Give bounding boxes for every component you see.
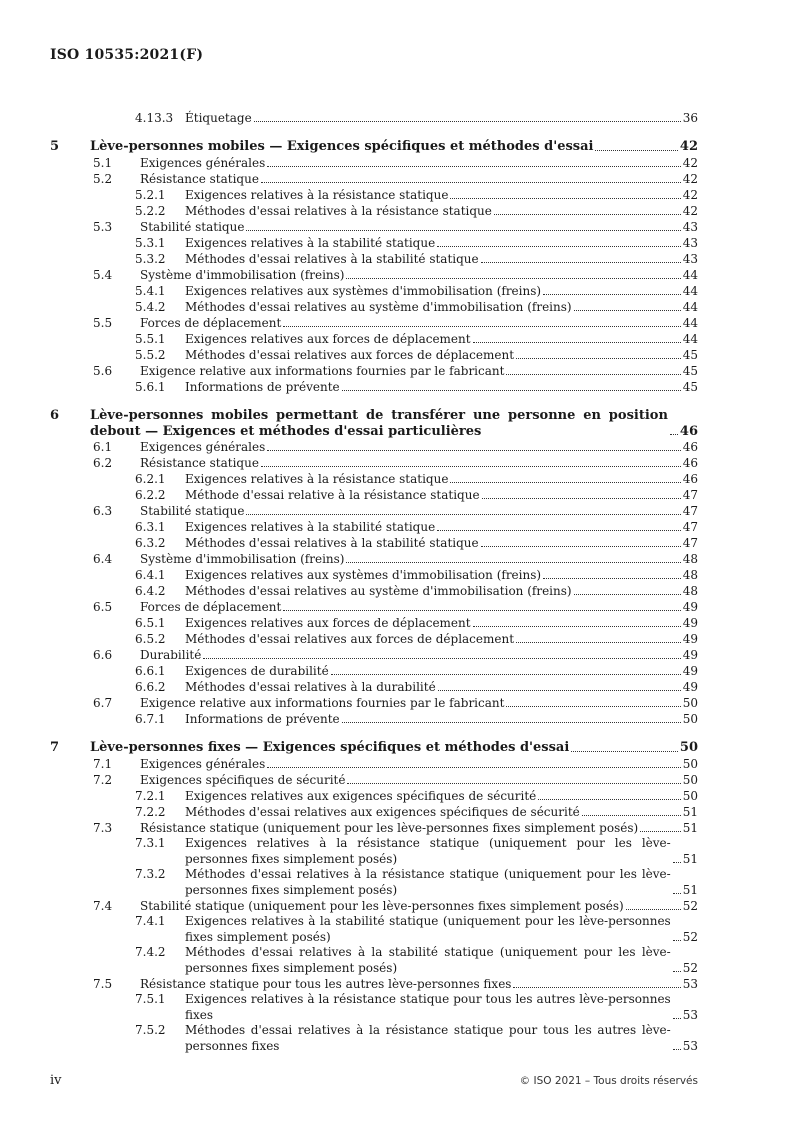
toc-entry[interactable] [50, 820, 698, 836]
toc-entry-page: 50 [682, 757, 698, 772]
toc-entry[interactable] [50, 756, 698, 772]
toc-entry-title[interactable]: Exigences relatives à la stabilité statique (uniquement pour les lève-personnes fixes simplement posés) [185, 914, 671, 944]
toc-entry-page: 53 [682, 1038, 698, 1053]
toc-entry-number: 6.3.1 [135, 520, 166, 535]
toc-entry-page: 50 [682, 789, 698, 804]
toc-entry-number: 6.7 [93, 696, 113, 711]
toc-dot-leader [673, 971, 681, 972]
toc-dot-leader [283, 326, 680, 327]
toc-entry-page: 49 [682, 632, 698, 647]
toc-entry-title[interactable]: Exigences générales [140, 155, 266, 170]
toc-entry-number: 7.1 [93, 757, 113, 772]
toc-entry-number: 6.7.1 [135, 712, 166, 727]
toc-entry[interactable] [50, 299, 698, 315]
toc-entry-page: 49 [682, 616, 698, 631]
toc-entry[interactable] [50, 235, 698, 251]
toc-entry[interactable] [50, 171, 698, 187]
toc-entry-page: 50 [682, 696, 698, 711]
toc-dot-leader [595, 150, 677, 151]
toc-dot-leader [438, 690, 681, 691]
toc-entry[interactable] [50, 139, 698, 155]
toc-dot-leader [673, 862, 681, 863]
toc-entry-title[interactable]: Lève-personnes mobiles — Exigences spécifiques et méthodes d'essai [90, 139, 594, 154]
toc-entry-number: 5.4 [93, 267, 113, 282]
toc-entry-number: 7.4.1 [135, 914, 166, 929]
toc-entry-page: 44 [682, 283, 698, 298]
toc-entry-title[interactable]: Lève-personnes fixes — Exigences spécifiques et méthodes d'essai [90, 740, 570, 756]
toc-entry[interactable] [50, 347, 698, 363]
toc-entry-title[interactable]: Méthodes d'essai relatives au système d'immobilisation (freins) [185, 299, 572, 314]
toc-dot-leader [437, 530, 681, 531]
toc-entry-page: 48 [682, 584, 698, 599]
toc-dot-leader [261, 466, 681, 467]
toc-entry-title[interactable]: Informations de prévente [185, 379, 340, 394]
toc-entry-title[interactable]: Méthodes d'essai relatives à la résistance statique [185, 203, 492, 218]
toc-entry-page: 51 [682, 805, 698, 820]
toc-entry-number: 6 [50, 407, 60, 423]
document-id-header: ISO 10535:2021(F) [50, 47, 204, 63]
toc-entry[interactable] [50, 439, 698, 455]
toc-entry-number: 5.5.2 [135, 347, 166, 362]
toc-entry-number: 5.2.1 [135, 187, 166, 202]
toc-entry[interactable] [50, 945, 698, 976]
toc-entry-page: 44 [682, 315, 698, 330]
toc-entry[interactable] [50, 976, 698, 992]
toc-entry-number: 6.6 [93, 648, 113, 663]
toc-dot-leader [267, 767, 680, 768]
toc-dot-leader [506, 706, 680, 707]
toc-entry-page: 42 [682, 171, 698, 186]
toc-entry[interactable] [50, 503, 698, 519]
toc-entry[interactable] [50, 615, 698, 631]
toc-dot-leader [640, 831, 681, 832]
toc-entry-number: 6.6.1 [135, 664, 166, 679]
toc-entry-page: 47 [682, 520, 698, 535]
toc-dot-leader [582, 815, 681, 816]
toc-entry[interactable] [50, 679, 698, 695]
toc-entry-page: 52 [682, 929, 698, 944]
toc-entry[interactable] [50, 110, 698, 126]
toc-entry[interactable] [50, 379, 698, 395]
toc-entry-number: 6.2.1 [135, 472, 166, 487]
toc-entry-page: 52 [682, 899, 698, 914]
toc-entry-number: 7.2.2 [135, 805, 166, 820]
toc-entry-number: 5.5.1 [135, 331, 166, 346]
toc-entry-title[interactable]: Méthodes d'essai relatives à la résistance statique pour tous les autres lève-personnes fixes [185, 1023, 671, 1053]
toc-entry-title[interactable]: Étiquetage [185, 111, 252, 125]
toc-dot-leader [506, 374, 680, 375]
toc-entry[interactable] [50, 203, 698, 219]
toc-entry[interactable] [50, 519, 698, 535]
toc-entry[interactable] [50, 631, 698, 647]
toc-entry[interactable] [50, 867, 698, 898]
toc-entry[interactable] [50, 663, 698, 679]
toc-entry-page: 44 [682, 331, 698, 346]
toc-dot-leader [481, 546, 681, 547]
toc-dot-leader [283, 610, 680, 611]
toc-entry-number: 5.4.2 [135, 299, 166, 314]
toc-entry-page: 47 [682, 536, 698, 551]
toc-entry-page: 51 [682, 851, 698, 866]
toc-entry[interactable] [50, 315, 698, 331]
toc-entry-number: 7.3 [93, 821, 113, 836]
toc-dot-leader [246, 514, 680, 515]
toc-dot-leader [261, 182, 681, 183]
toc-entry-title[interactable]: Exigences relatives aux forces de déplacement [185, 331, 471, 346]
toc-entry-title[interactable]: Méthodes d'essai relatives à la stabilité statique [185, 536, 479, 551]
toc-entry-title[interactable]: Résistance statique [140, 171, 259, 186]
toc-entry-number: 6.3.2 [135, 536, 166, 551]
toc-entry-title[interactable]: Résistance statique (uniquement pour les lève-personnes fixes simplement posés) [140, 821, 639, 836]
toc-entry-page: 49 [682, 664, 698, 679]
toc-entry-title[interactable]: Méthodes d'essai relatives aux exigences spécifiques de sécurité [185, 805, 580, 820]
table-of-contents [50, 110, 698, 1054]
toc-entry[interactable] [50, 267, 698, 283]
toc-entry-page: 44 [682, 299, 698, 314]
toc-entry-title[interactable]: Exigence relative aux informations fournies par le fabricant [140, 363, 505, 378]
toc-dot-leader [673, 893, 681, 894]
toc-entry-number: 6.4 [93, 552, 113, 567]
toc-entry-page: 46 [679, 423, 698, 439]
toc-entry[interactable] [50, 251, 698, 267]
toc-entry[interactable] [50, 914, 698, 945]
toc-entry-title[interactable]: Exigences relatives à la résistance statique [185, 472, 449, 487]
toc-entry-number: 7.5 [93, 977, 113, 992]
toc-entry[interactable] [50, 599, 698, 615]
toc-entry-page: 42 [679, 139, 698, 154]
toc-entry-title[interactable]: Exigences relatives aux systèmes d'immobilisation (freins) [185, 568, 542, 583]
toc-entry-title[interactable]: Résistance statique pour tous les autres lève-personnes fixes [140, 977, 512, 992]
toc-entry-number: 7.5.1 [135, 992, 166, 1007]
toc-entry-number: 5.1 [93, 155, 113, 170]
toc-entry-number: 6.2 [93, 456, 113, 471]
toc-entry-page: 48 [682, 552, 698, 567]
toc-entry-number: 5.6 [93, 363, 113, 378]
toc-entry-title[interactable]: Méthodes d'essai relatives à la durabilité [185, 680, 436, 695]
toc-entry[interactable] [50, 583, 698, 599]
toc-entry-title[interactable]: Exigences relatives aux systèmes d'immobilisation (freins) [185, 283, 542, 298]
toc-entry-page: 46 [682, 456, 698, 471]
toc-entry[interactable] [50, 898, 698, 914]
toc-dot-leader [203, 658, 680, 659]
toc-entry-number: 7.3.1 [135, 836, 166, 851]
toc-entry-page: 42 [682, 155, 698, 170]
toc-dot-leader [673, 1018, 681, 1019]
toc-entry-page: 50 [682, 773, 698, 788]
toc-entry-title[interactable]: Informations de prévente [185, 712, 340, 727]
toc-dot-leader [538, 799, 680, 800]
toc-dot-leader [571, 751, 678, 752]
toc-dot-leader [331, 674, 681, 675]
toc-dot-leader [670, 434, 678, 435]
toc-entry-title[interactable]: Méthodes d'essai relatives à la résistance statique (uniquement pour les lève-personnes fixes simplement posés) [185, 867, 671, 897]
toc-entry[interactable] [50, 992, 698, 1023]
toc-entry[interactable] [50, 331, 698, 347]
toc-entry[interactable] [50, 836, 698, 867]
toc-entry-title[interactable]: Exigences relatives aux forces de déplacement [185, 616, 471, 631]
toc-entry-title[interactable]: Exigences relatives à la résistance statique (uniquement pour les lève-personnes fixes simplement posés) [185, 836, 671, 866]
toc-dot-leader [574, 594, 681, 595]
toc-entry-title[interactable]: Exigences spécifiques de sécurité [140, 773, 346, 788]
toc-entry-title[interactable]: Forces de déplacement [140, 600, 282, 615]
toc-entry-title[interactable]: Lève-personnes mobiles permettant de transférer une personne en position debout — Exigences et méthodes d'essai particulières [90, 407, 668, 439]
toc-entry[interactable] [50, 740, 698, 756]
toc-entry-page: 53 [682, 977, 698, 992]
toc-entry-number: 7.2.1 [135, 789, 166, 804]
toc-dot-leader [482, 498, 681, 499]
toc-entry-title[interactable]: Forces de déplacement [140, 315, 282, 330]
toc-entry-title[interactable]: Exigences relatives à la stabilité statique [185, 235, 436, 250]
toc-entry[interactable] [50, 535, 698, 551]
toc-entry-title[interactable]: Méthode d'essai relative à la résistance statique [185, 488, 480, 503]
toc-entry[interactable] [50, 363, 698, 379]
toc-entry-title[interactable]: Exigences relatives aux exigences spécifiques de sécurité [185, 789, 537, 804]
toc-entry-page: 50 [682, 712, 698, 727]
toc-entry-title[interactable]: Méthodes d'essai relatives aux forces de déplacement [185, 347, 515, 362]
toc-entry-title[interactable]: Méthodes d'essai relatives au système d'immobilisation (freins) [185, 584, 572, 599]
toc-dot-leader [254, 121, 681, 122]
toc-dot-leader [513, 987, 680, 988]
toc-entry-title[interactable]: Méthodes d'essai relatives aux forces de déplacement [185, 632, 515, 647]
toc-entry-number: 5.3 [93, 219, 113, 234]
toc-dot-leader [450, 482, 680, 483]
toc-entry[interactable] [50, 804, 698, 820]
toc-entry-title[interactable]: Méthodes d'essai relatives à la stabilité statique (uniquement pour les lève-personnes fixes simplement posés) [185, 945, 671, 975]
toc-dot-leader [473, 342, 681, 343]
toc-entry-number: 5.6.1 [135, 379, 166, 394]
toc-entry-number: 5.5 [93, 315, 113, 330]
toc-dot-leader [516, 642, 681, 643]
toc-entry-title[interactable]: Système d'immobilisation (freins) [140, 552, 345, 567]
toc-entry[interactable] [50, 155, 698, 171]
toc-entry-title[interactable]: Exigence relative aux informations fournies par le fabricant [140, 696, 505, 711]
copyright-notice: © ISO 2021 – Tous droits réservés [519, 1075, 698, 1087]
toc-entry-page: 43 [682, 235, 698, 250]
page-footer [50, 1073, 698, 1088]
toc-dot-leader [346, 562, 680, 563]
toc-entry-number: 7.4 [93, 899, 113, 914]
toc-dot-leader [347, 783, 680, 784]
toc-entry-page: 48 [682, 568, 698, 583]
toc-entry-page: 50 [679, 740, 698, 756]
toc-entry-page: 46 [682, 472, 698, 487]
toc-entry-page: 51 [682, 882, 698, 897]
toc-entry[interactable] [50, 487, 698, 503]
toc-entry-title[interactable]: Exigences relatives à la stabilité statique [185, 520, 436, 535]
toc-dot-leader [673, 940, 681, 941]
toc-entry-page: 49 [682, 600, 698, 615]
toc-entry-number: 7.3.2 [135, 867, 166, 882]
toc-entry-page: 43 [682, 219, 698, 234]
toc-entry-number: 5.3.2 [135, 251, 166, 266]
toc-dot-leader [673, 1049, 681, 1050]
toc-entry-number: 7.5.2 [135, 1023, 166, 1038]
toc-dot-leader [342, 390, 681, 391]
toc-entry-title[interactable]: Système d'immobilisation (freins) [140, 267, 345, 282]
toc-entry-number: 6.5.2 [135, 632, 166, 647]
toc-dot-leader [246, 230, 680, 231]
toc-entry-number: 5.2.2 [135, 203, 166, 218]
toc-entry-page: 53 [682, 1007, 698, 1022]
toc-entry-title[interactable]: Résistance statique [140, 456, 259, 471]
toc-entry-number: 6.4.1 [135, 568, 166, 583]
toc-entry[interactable] [50, 711, 698, 727]
toc-dot-leader [481, 262, 681, 263]
toc-dot-leader [437, 246, 681, 247]
toc-entry-title[interactable]: Exigences relatives à la résistance statique pour tous les autres lève-personnes fixes [185, 992, 671, 1022]
toc-entry[interactable] [50, 1023, 698, 1054]
page-number: iv [50, 1073, 62, 1088]
toc-dot-leader [626, 909, 681, 910]
toc-entry-page: 42 [682, 187, 698, 202]
toc-entry-title[interactable]: Exigences de durabilité [185, 664, 329, 679]
toc-entry[interactable] [50, 772, 698, 788]
toc-entry-page: 36 [682, 111, 698, 125]
toc-entry-page: 49 [682, 648, 698, 663]
toc-entry-number: 6.5 [93, 600, 113, 615]
toc-entry-page: 45 [682, 347, 698, 362]
toc-dot-leader [543, 578, 681, 579]
toc-entry-title[interactable]: Méthodes d'essai relatives à la stabilité statique [185, 251, 479, 266]
toc-entry[interactable] [50, 471, 698, 487]
toc-dot-leader [267, 450, 680, 451]
toc-entry-title[interactable]: Exigences générales [140, 757, 266, 772]
toc-entry-page: 46 [682, 440, 698, 455]
toc-entry-title[interactable]: Stabilité statique [140, 504, 245, 519]
toc-entry-page: 43 [682, 251, 698, 266]
toc-entry-number: 6.4.2 [135, 584, 166, 599]
toc-entry-number: 6.6.2 [135, 680, 166, 695]
toc-dot-leader [346, 278, 680, 279]
toc-entry-number: 6.1 [93, 440, 113, 455]
toc-entry-page: 52 [682, 960, 698, 975]
toc-entry-number: 5.4.1 [135, 283, 166, 298]
toc-entry[interactable] [50, 455, 698, 471]
toc-entry-title[interactable]: Exigences relatives à la résistance statique [185, 187, 449, 202]
toc-entry-number: 5 [50, 139, 60, 154]
toc-entry[interactable] [50, 567, 698, 583]
toc-entry[interactable] [50, 408, 698, 440]
toc-entry-number: 7.2 [93, 773, 113, 788]
toc-entry[interactable] [50, 187, 698, 203]
toc-dot-leader [574, 310, 681, 311]
toc-entry-title[interactable]: Durabilité [140, 648, 202, 663]
toc-entry-page: 44 [682, 267, 698, 282]
toc-dot-leader [494, 214, 681, 215]
toc-entry-title[interactable]: Exigences générales [140, 440, 266, 455]
toc-entry-number: 7.4.2 [135, 945, 166, 960]
toc-entry-number: 7 [50, 740, 60, 756]
toc-entry[interactable] [50, 219, 698, 235]
toc-entry-page: 45 [682, 363, 698, 378]
toc-entry-page: 45 [682, 379, 698, 394]
toc-entry-title[interactable]: Stabilité statique (uniquement pour les lève-personnes fixes simplement posés) [140, 899, 624, 914]
toc-entry-page: 47 [682, 504, 698, 519]
toc-entry-number: 5.3.1 [135, 235, 166, 250]
toc-dot-leader [516, 358, 681, 359]
toc-entry[interactable] [50, 695, 698, 711]
toc-entry[interactable] [50, 283, 698, 299]
toc-entry[interactable] [50, 551, 698, 567]
toc-dot-leader [267, 166, 680, 167]
toc-dot-leader [543, 294, 681, 295]
toc-entry[interactable] [50, 788, 698, 804]
toc-entry[interactable] [50, 647, 698, 663]
toc-dot-leader [342, 722, 681, 723]
toc-entry-title[interactable]: Stabilité statique [140, 219, 245, 234]
toc-dot-leader [473, 626, 681, 627]
toc-entry-number: 6.3 [93, 504, 113, 519]
toc-entry-page: 51 [682, 821, 698, 836]
toc-entry-page: 47 [682, 488, 698, 503]
toc-entry-number: 6.2.2 [135, 488, 166, 503]
toc-entry-number: 6.5.1 [135, 616, 166, 631]
toc-entry-number: 4.13.3 [135, 111, 174, 125]
toc-dot-leader [450, 198, 680, 199]
toc-entry-page: 49 [682, 680, 698, 695]
toc-entry-number: 5.2 [93, 171, 113, 186]
toc-entry-page: 42 [682, 203, 698, 218]
